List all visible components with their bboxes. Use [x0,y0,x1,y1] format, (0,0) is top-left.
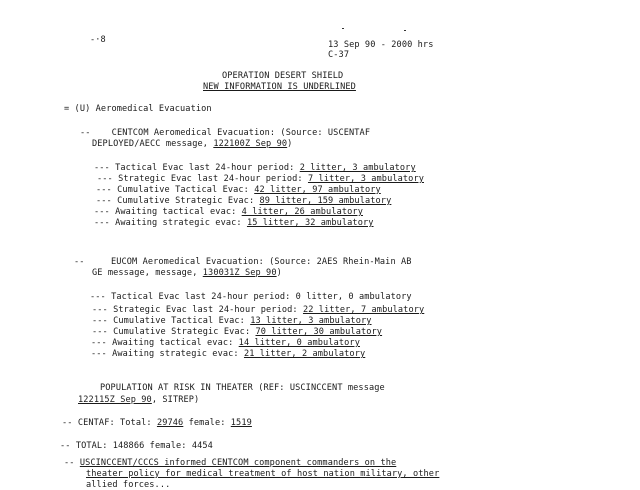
scan-speck [342,28,344,29]
eucom-item: --- Cumulative Strategic Evac: 70 litter, 30 ambulatory [92,327,383,337]
centaf-totals: -- CENTAF: Total: 29746 female: 1519 [62,418,252,428]
centaf-female-value: 1519 [230,418,252,428]
centcom-item: --- Strategic Evac last 24-hour period: 7 litter, 3 ambulatory [97,174,424,184]
centcom-item: --- Awaiting tactical evac: 4 litter, 26 ambulatory [94,207,363,217]
eucom-item: --- Strategic Evac last 24-hour period: 22 litter, 7 ambulatory [92,305,425,315]
centcom-item: --- Cumulative Tactical Evac: 42 litter, 97 ambulatory [96,185,381,195]
centcom-title: CENTCOM Aeromedical Evacuation: (Source: USCENTAF [111,128,371,138]
centcom-heading [80,128,370,138]
closing-line: allied forces... [86,480,171,490]
section-heading: = (U) Aeromedical Evacuation [64,104,212,114]
closing-line: -- USCINCCENT/CCCS informed CENTCOM component commanders on the [64,458,397,468]
eucom-item: --- Awaiting strategic evac: 21 litter, 2 ambulatory [91,349,366,359]
centcom-dtg: 122100Z Sep 90 [213,139,288,149]
centcom-item: --- Awaiting strategic evac: 15 litter, 32 ambulatory [94,218,374,228]
report-date: 13 Sep 90 - 2000 hrs [328,40,434,50]
population-source: 122115Z Sep 90, SITREP) [78,395,200,405]
eucom-item: --- Cumulative Tactical Evac: 13 litter, 3 ambulatory [92,316,372,326]
dash-prefix: -- [74,257,85,267]
eucom-dtg: 130031Z Sep 90 [202,268,277,278]
population-heading: POPULATION AT RISK IN THEATER (REF: USCINCCENT message [100,383,385,393]
document-title: OPERATION DESERT SHIELD [222,71,344,81]
dash-prefix: -- [80,128,91,138]
eucom-item: --- Awaiting tactical evac: 14 litter, 0 ambulatory [91,338,360,348]
centcom-source: DEPLOYED/AECC message, 122100Z Sep 90) [92,139,293,149]
overall-totals: -- TOTAL: 148866 female: 4454 [60,441,213,451]
centaf-total-value: 29746 [156,418,184,428]
closing-line: theater policy for medical treatment of host nation military, other [86,469,440,479]
eucom-source: GE message, message, 130031Z Sep 90) [92,268,282,278]
eucom-heading [74,257,412,267]
page-number: C-37 [328,50,350,60]
underline-notice: NEW INFORMATION IS UNDERLINED [203,82,356,92]
scan-speck [404,30,406,31]
centcom-item: --- Tactical Evac last 24-hour period: 2 litter, 3 ambulatory [94,163,416,173]
eucom-item: --- Tactical Evac last 24-hour period: 0 litter, 0 ambulatory [90,292,412,302]
corner-mark: -·8 [90,35,106,45]
eucom-title: EUCOM Aeromedical Evacuation: (Source: 2AES Rhein-Main AB [110,257,412,267]
centcom-item: --- Cumulative Strategic Evac: 89 litter, 159 ambulatory [96,196,392,206]
population-dtg: 122115Z Sep 90 [78,395,152,405]
